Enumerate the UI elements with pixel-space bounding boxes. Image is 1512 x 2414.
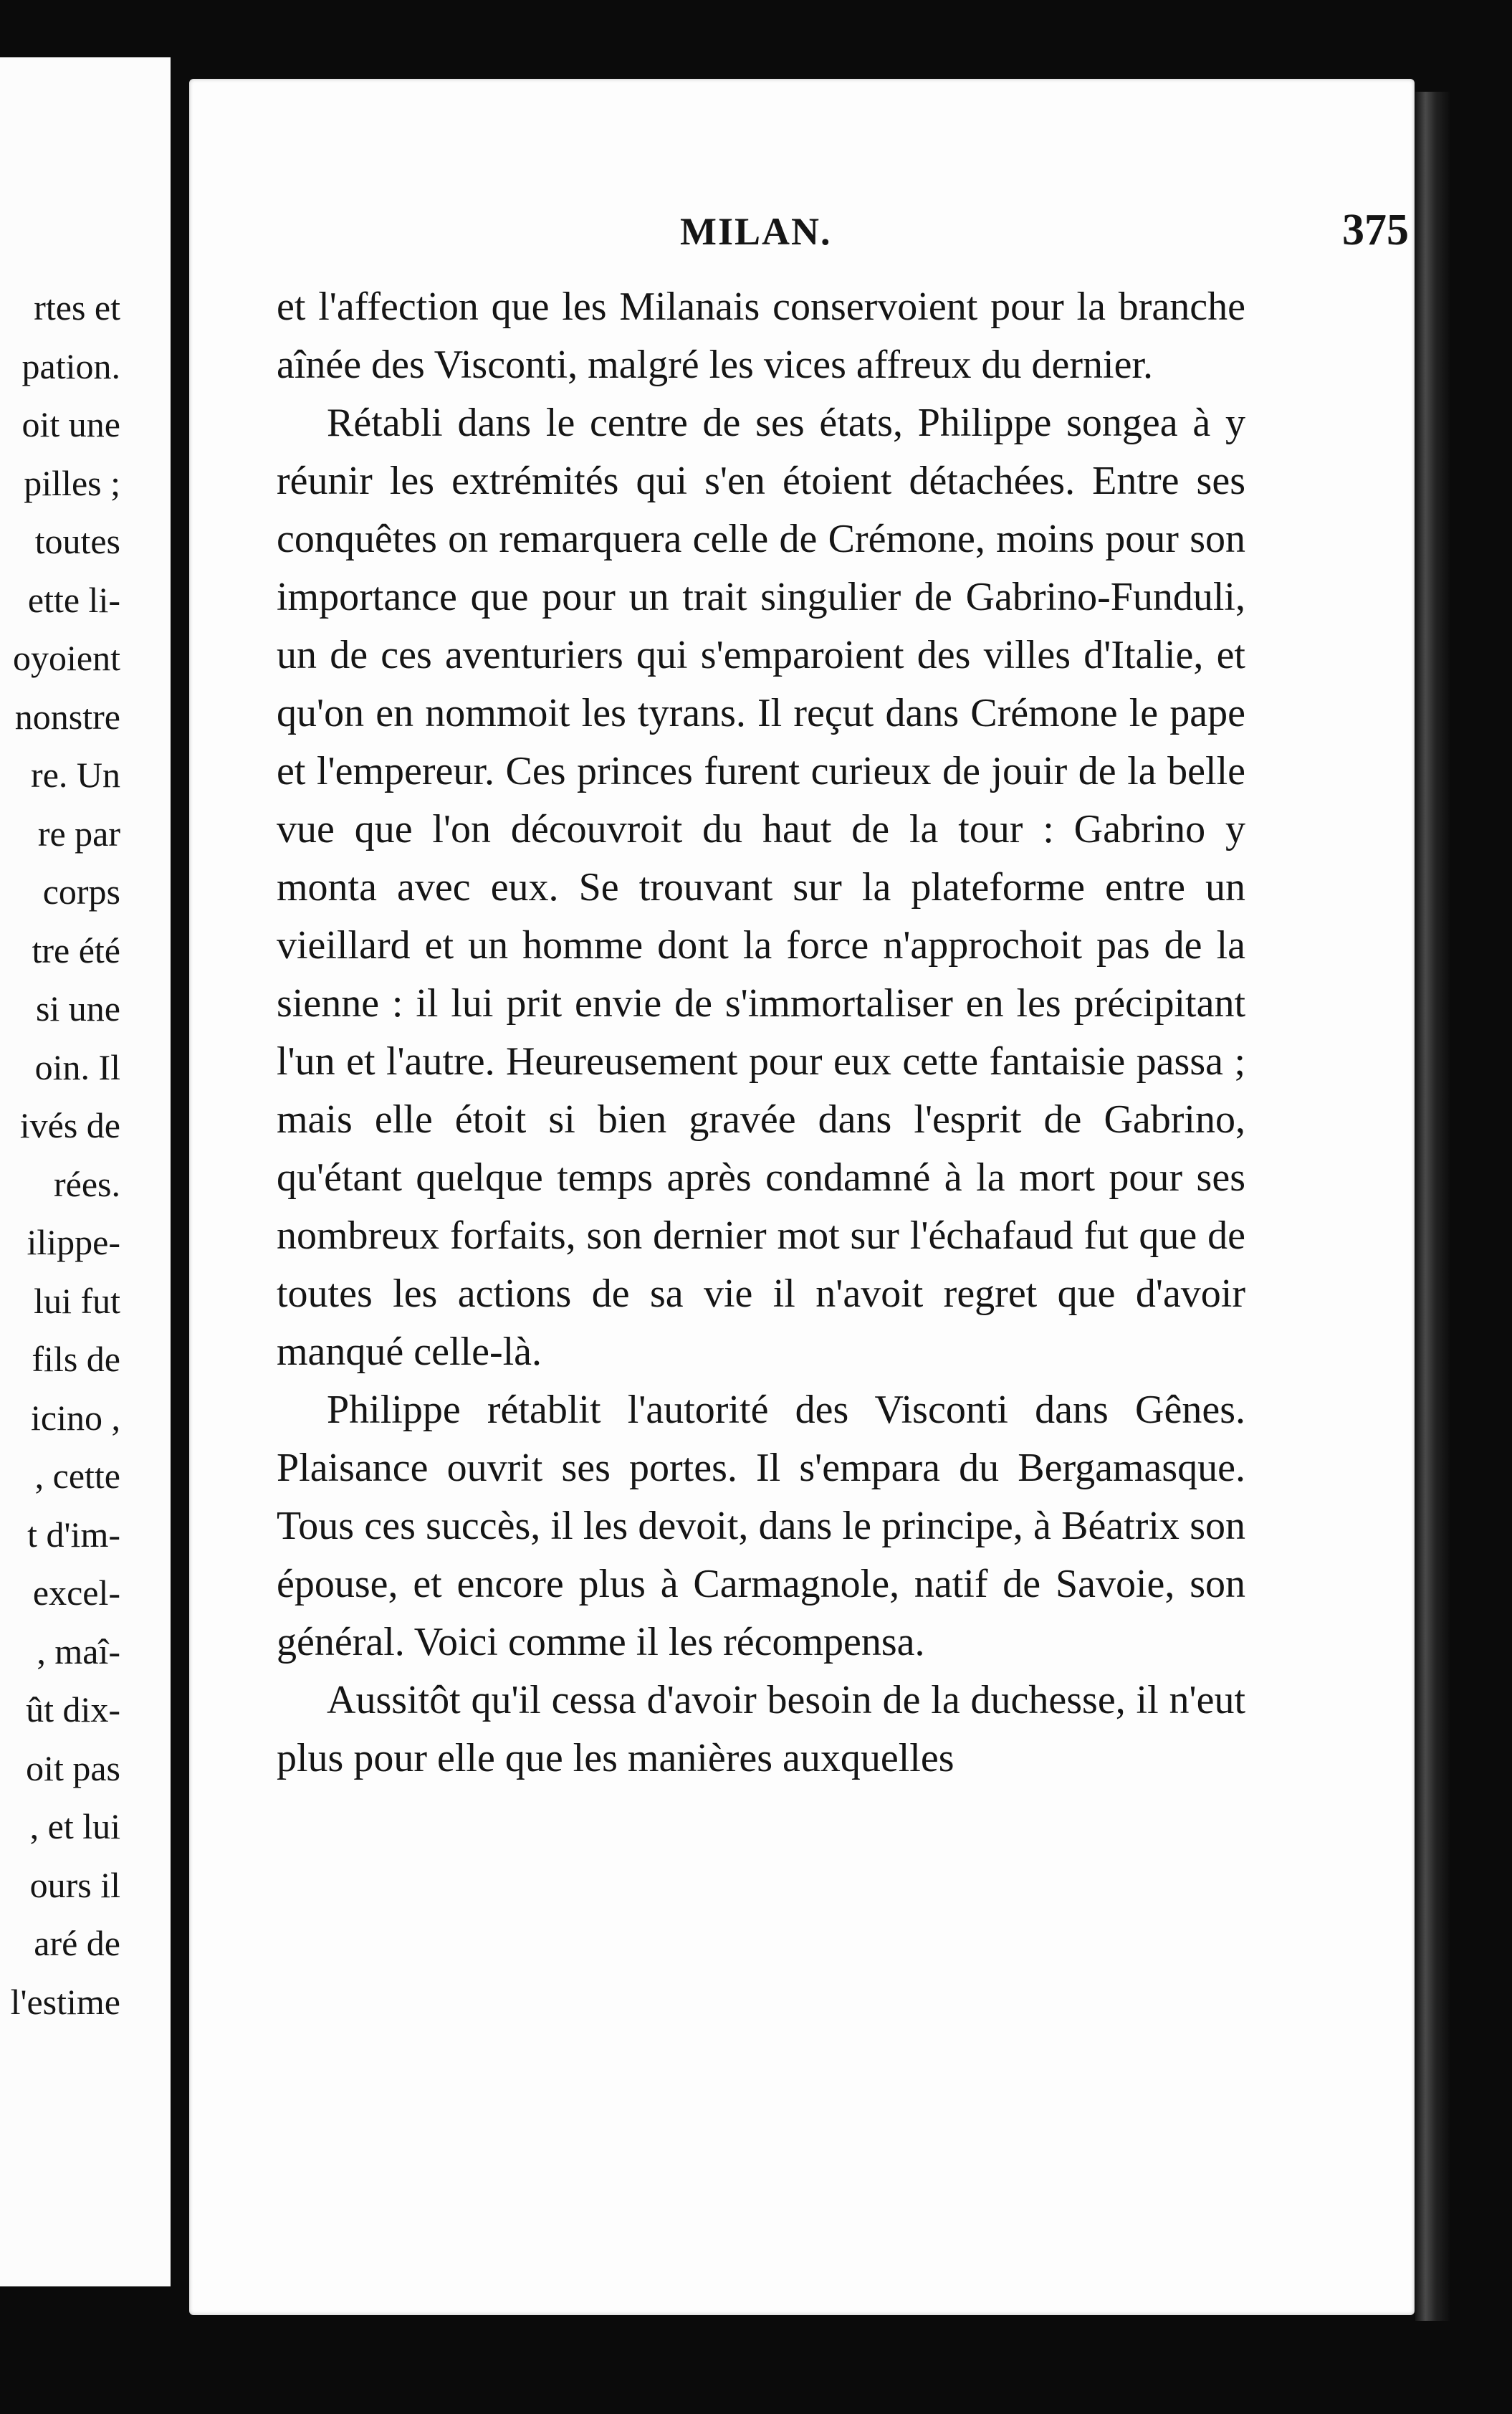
- facing-page-line: pilles ;: [24, 462, 120, 503]
- paragraph: Philippe rétablit l'autorité des Visconti dans Gênes. Plaisance ouvrit ses portes. Il s'empara du Bergamasque. Tous ces succès, il les devoit, dans le principe, à Béatrix son épouse, et encore plus à Carmagnole, natif de Savoie, son général. Voici comme il les récompensa.: [277, 1388, 1245, 1664]
- facing-page-line: nonstre: [14, 696, 120, 737]
- facing-page-line: oyoient: [13, 638, 120, 678]
- facing-page-line: ette li-: [27, 579, 120, 620]
- facing-page-line: oit pas: [26, 1747, 120, 1788]
- body-text: [277, 278, 1245, 1788]
- facing-page-line: , cette: [34, 1456, 120, 1496]
- facing-page-line: re par: [37, 813, 120, 854]
- running-head: [189, 206, 1415, 267]
- facing-page-line: ût dix-: [26, 1689, 120, 1730]
- facing-page-line: ilippe-: [27, 1222, 120, 1262]
- facing-page-line: aré de: [34, 1923, 120, 1963]
- facing-page-line: oin. Il: [34, 1046, 120, 1087]
- paragraph: Aussitôt qu'il cessa d'avoir besoin de la duchesse, il n'eut plus pour elle que les manières auxquelles: [277, 1678, 1245, 1780]
- facing-page-line: l'estime: [10, 1981, 120, 2022]
- facing-page-line: toutes: [34, 521, 120, 561]
- facing-page-line: excel-: [32, 1573, 120, 1613]
- facing-page-line: t d'im-: [27, 1514, 120, 1555]
- facing-page-line: ours il: [29, 1864, 120, 1905]
- page-number: 375: [1342, 206, 1409, 254]
- facing-page-line: si une: [35, 988, 120, 1029]
- facing-page-line: re. Un: [31, 755, 120, 795]
- facing-page-line: ivés de: [19, 1105, 120, 1145]
- facing-page-line: fils de: [32, 1339, 120, 1379]
- facing-page-line: , maî-: [37, 1631, 120, 1671]
- facing-page-line: rées.: [54, 1163, 120, 1204]
- page-edge-shadow: [1415, 92, 1450, 2321]
- running-title: MILAN.: [680, 210, 832, 253]
- facing-page-line: tre été: [32, 930, 120, 970]
- paragraph: Rétabli dans le centre de ses états, Philippe songea à y réunir les extrémités qui s'en étoient détachées. Entre ses conquêtes on remarquera celle de Crémone, moins pour son importance que pour un trait singulier de Gabrino-Funduli, un de ces aventuriers qui s'emparoient des villes d'Italie, et qu'on en nommoit les tyrans. Il reçut dans Crémone le pape et l'empereur. Ces princes furent curieux de jouir de la belle vue que l'on découvroit du haut de la tour : Gabrino y monta avec eux. Se trouvant sur la plateforme entre un vieillard et un homme dont la force n'approchoit pas de la sienne : il lui prit envie de s'immortaliser en les précipitant l'un et l'autre. Heureusement pour eux cette fantaisie passa ; mais elle étoit si bien gravée dans l'esprit de Gabrino, qu'étant quelque temps après condamné à la mort pour ses nombreux forfaits, son dernier mot sur l'échafaud fut que de toutes les actions de sa vie il n'avoit regret que d'avoir manqué celle-là.: [277, 401, 1245, 1374]
- facing-page-line: pation.: [21, 345, 120, 386]
- paragraph: et l'affection que les Milanais conservoient pour la branche aînée des Visconti, malgré les vices affreux du dernier.: [277, 285, 1245, 387]
- facing-page-line: , et lui: [29, 1806, 120, 1846]
- facing-page-line: icino ,: [31, 1397, 120, 1438]
- facing-page-line: lui fut: [34, 1280, 120, 1321]
- facing-page-line: rtes et: [34, 287, 120, 328]
- facing-page-line: corps: [42, 872, 120, 912]
- facing-page-line: oit une: [21, 404, 120, 444]
- facing-page-fragment: [0, 57, 171, 2286]
